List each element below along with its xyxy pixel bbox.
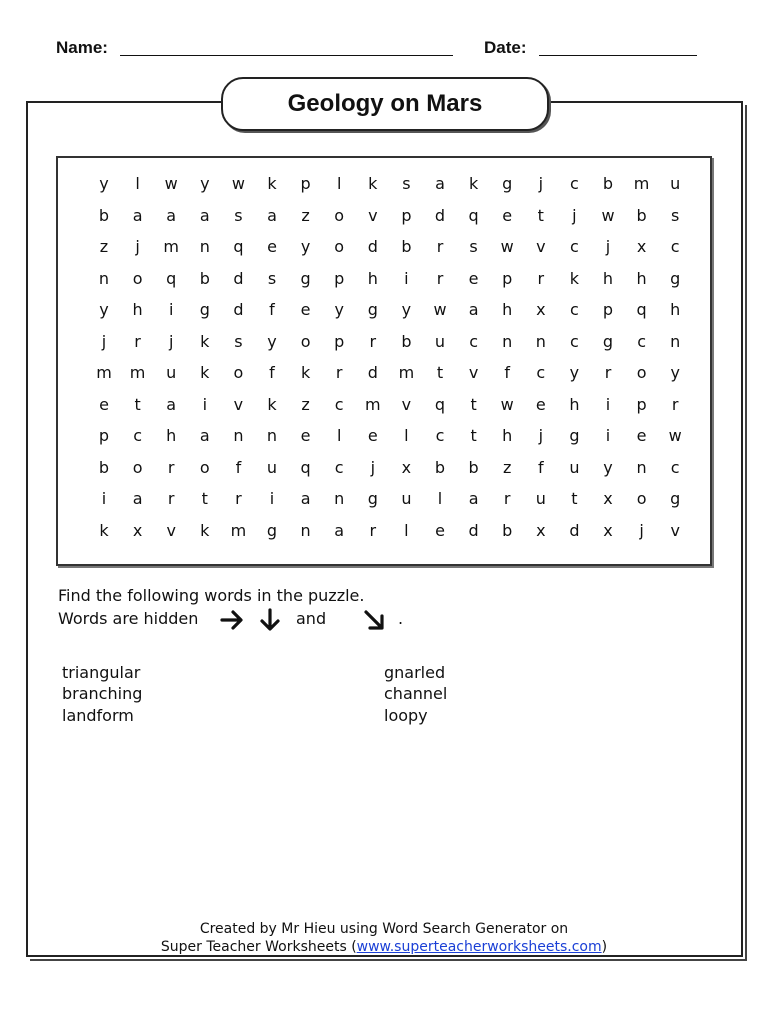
grid-letter[interactable]: k [200, 363, 210, 382]
grid-letter[interactable]: a [468, 300, 479, 319]
word-search-grid [58, 158, 710, 564]
grid-letter[interactable]: i [101, 489, 107, 508]
grid-letter[interactable]: b [98, 205, 110, 225]
word-list-item: gnarled [384, 663, 446, 682]
grid-letter[interactable]: o [132, 457, 143, 477]
grid-letter[interactable]: i [404, 268, 409, 288]
grid-letter[interactable]: k [200, 331, 210, 351]
word-list-item: triangular [62, 663, 141, 682]
grid-letter[interactable]: e [502, 205, 513, 225]
grid-letter[interactable]: r [671, 394, 679, 414]
grid-letter[interactable]: c [569, 331, 579, 351]
grid-letter[interactable]: v [233, 394, 244, 414]
grid-letter[interactable]: q [300, 457, 311, 477]
grid-letter[interactable]: s [402, 174, 411, 193]
instructions-period: . [398, 609, 404, 628]
grid-letter[interactable]: g [670, 268, 681, 288]
grid-letter[interactable]: u [266, 457, 278, 477]
grid-letter[interactable]: k [200, 520, 210, 540]
grid-letter[interactable]: q [166, 268, 177, 288]
grid-letter[interactable]: o [636, 363, 647, 382]
grid-letter[interactable]: t [470, 426, 477, 445]
grid-letter[interactable]: q [233, 237, 244, 256]
grid-letter[interactable]: c [133, 426, 142, 445]
grid-letter[interactable]: y [99, 300, 109, 319]
grid-letter[interactable]: q [434, 394, 446, 414]
grid-letter[interactable]: g [569, 426, 580, 445]
grid-letter[interactable]: d [233, 300, 244, 319]
grid-letter[interactable]: c [334, 457, 344, 477]
grid-letter[interactable]: h [502, 300, 513, 319]
grid-letter[interactable]: r [503, 489, 511, 508]
grid-letter[interactable]: v [401, 394, 412, 414]
grid-letter[interactable]: x [603, 489, 613, 508]
grid-letter[interactable]: n [199, 237, 210, 256]
grid-letter[interactable]: r [167, 457, 175, 477]
grid-letter[interactable]: f [269, 363, 275, 382]
grid-letter[interactable]: w [433, 300, 447, 319]
grid-letter[interactable]: t [571, 489, 578, 508]
arrow-down-right-icon [360, 606, 388, 634]
grid-letter[interactable]: e [535, 394, 546, 414]
grid-letter[interactable]: k [569, 268, 580, 288]
grid-letter[interactable]: b [98, 457, 110, 477]
grid-letter[interactable]: s [671, 205, 680, 225]
grid-letter[interactable]: g [502, 174, 513, 193]
grid-letter[interactable]: n [670, 331, 681, 351]
grid-letter[interactable]: h [670, 300, 681, 319]
grid-letter[interactable]: n [300, 520, 311, 540]
grid-letter[interactable]: y [670, 363, 680, 382]
grid-letter[interactable]: u [434, 331, 446, 351]
grid-letter[interactable]: s [469, 237, 478, 256]
grid-letter[interactable]: p [602, 300, 614, 319]
grid-letter[interactable]: m [398, 363, 415, 382]
grid-letter[interactable]: z [301, 394, 310, 414]
grid-letter[interactable]: h [132, 300, 143, 319]
grid-letter[interactable]: k [468, 174, 479, 193]
grid-letter[interactable]: o [300, 331, 311, 351]
grid-letter[interactable]: a [435, 174, 445, 193]
grid-letter[interactable]: v [536, 237, 546, 256]
grid-letter[interactable]: d [367, 237, 378, 256]
grid-letter[interactable]: a [166, 394, 177, 414]
grid-letter[interactable]: b [636, 205, 647, 225]
grid-letter[interactable]: m [230, 520, 247, 540]
grid-letter[interactable]: l [135, 174, 140, 193]
grid-letter[interactable]: i [168, 300, 174, 319]
grid-letter[interactable]: x [603, 520, 613, 540]
grid-letter[interactable]: r [436, 268, 444, 288]
footer-link[interactable]: www.superteacherworksheets.com [356, 939, 602, 955]
grid-letter[interactable]: x [536, 300, 546, 319]
grid-letter[interactable]: r [604, 363, 612, 382]
grid-letter[interactable]: d [367, 363, 378, 382]
grid-letter[interactable]: l [404, 520, 409, 540]
grid-letter[interactable]: y [200, 174, 210, 193]
page-title: Geology on Mars [287, 90, 483, 117]
grid-letter[interactable]: b [401, 331, 412, 351]
grid-letter[interactable]: h [502, 426, 513, 445]
grid-letter[interactable]: c [670, 237, 680, 256]
grid-letter[interactable]: l [336, 426, 342, 445]
grid-letter[interactable]: m [633, 174, 650, 193]
grid-letter[interactable]: e [367, 426, 378, 445]
grid-letter[interactable]: c [334, 394, 344, 414]
grid-letter[interactable]: u [670, 174, 681, 193]
grid-letter[interactable]: p [502, 268, 513, 288]
grid-letter[interactable]: e [300, 426, 311, 445]
instructions-prefix: Words are hidden [58, 609, 199, 628]
grid-letter[interactable]: u [535, 489, 546, 508]
grid-letter[interactable]: z [301, 205, 310, 225]
grid-letter[interactable]: x [636, 237, 647, 256]
grid-letter[interactable]: k [267, 174, 277, 193]
grid-letter[interactable]: l [437, 489, 443, 508]
grid-letter[interactable]: a [300, 489, 311, 508]
grid-letter[interactable]: j [639, 520, 644, 540]
grid-letter[interactable]: e [300, 300, 311, 319]
grid-letter[interactable]: u [166, 363, 177, 382]
grid-letter[interactable]: f [504, 363, 510, 382]
grid-letter[interactable]: c [569, 300, 579, 319]
grid-letter[interactable]: e [636, 426, 647, 445]
grid-letter[interactable]: h [602, 268, 614, 288]
instructions-line-2 [58, 609, 198, 628]
date-label: Date: [484, 38, 527, 57]
grid-letter[interactable]: f [235, 457, 242, 477]
grid-letter[interactable]: y [603, 457, 613, 477]
grid-letter[interactable]: q [468, 205, 479, 225]
name-blank-line[interactable] [120, 55, 453, 56]
grid-letter[interactable]: b [434, 457, 446, 477]
word-search-grid-frame [56, 156, 712, 566]
grid-letter[interactable]: k [267, 394, 277, 414]
grid-letter[interactable]: y [401, 300, 412, 319]
grid-letter[interactable]: c [637, 331, 646, 351]
grid-letter[interactable]: p [334, 268, 345, 288]
grid-letter[interactable]: s [234, 205, 243, 225]
grid-letter[interactable]: o [334, 237, 345, 256]
grid-letter[interactable]: h [367, 268, 378, 288]
grid-letter[interactable]: c [569, 174, 579, 193]
grid-letter[interactable]: y [99, 174, 109, 193]
grid-letter[interactable]: g [199, 300, 210, 319]
word-list-item: loopy [384, 706, 428, 725]
grid-letter[interactable]: l [404, 426, 409, 445]
grid-letter[interactable]: n [502, 331, 513, 351]
grid-letter[interactable]: m [129, 363, 146, 382]
grid-letter[interactable]: i [202, 394, 208, 414]
grid-letter[interactable]: y [569, 363, 580, 382]
grid-letter[interactable]: c [536, 363, 546, 382]
grid-letter[interactable]: r [369, 331, 377, 351]
word-list-item: branching [62, 684, 143, 703]
grid-letter[interactable]: y [334, 300, 344, 319]
grid-letter[interactable]: k [368, 174, 378, 193]
grid-letter[interactable]: n [98, 268, 110, 288]
grid-letter[interactable]: h [166, 426, 177, 445]
title-box [221, 77, 549, 131]
grid-letter[interactable]: r [335, 363, 343, 382]
grid-letter[interactable]: i [269, 489, 275, 508]
grid-letter[interactable]: o [334, 205, 345, 225]
grid-letter[interactable]: e [435, 520, 445, 540]
grid-letter[interactable]: r [436, 237, 444, 256]
grid-letter[interactable]: a [267, 205, 277, 225]
grid-letter[interactable]: c [670, 457, 680, 477]
grid-letter[interactable]: c [569, 237, 579, 256]
grid-letter[interactable]: w [500, 237, 514, 256]
grid-letter[interactable]: n [636, 457, 647, 477]
grid-letter[interactable]: r [167, 489, 175, 508]
grid-letter[interactable]: v [468, 363, 479, 382]
grid-letter[interactable]: v [166, 520, 176, 540]
grid-letter[interactable]: r [134, 331, 141, 351]
grid-letter[interactable]: g [602, 331, 614, 351]
grid-letter[interactable]: j [168, 331, 174, 351]
grid-letter[interactable]: a [334, 520, 345, 540]
grid-letter[interactable]: o [199, 457, 210, 477]
grid-letter[interactable]: w [231, 174, 245, 193]
grid-letter[interactable]: t [470, 394, 477, 414]
grid-letter[interactable]: t [537, 205, 544, 225]
grid-letter[interactable]: p [300, 174, 311, 193]
grid-letter[interactable]: d [233, 268, 244, 288]
name-label: Name: [56, 38, 108, 57]
grid-letter[interactable]: u [569, 457, 580, 477]
arrow-down-icon [256, 606, 284, 634]
grid-letter[interactable]: b [468, 457, 479, 477]
grid-letter[interactable]: a [199, 426, 210, 445]
grid-letter[interactable]: f [269, 300, 275, 319]
grid-letter[interactable]: a [132, 489, 143, 508]
grid-letter[interactable]: z [99, 237, 109, 256]
grid-letter[interactable]: l [336, 174, 342, 193]
grid-letter[interactable]: b [199, 268, 210, 288]
footer-source-suffix: ) [601, 939, 608, 955]
grid-letter[interactable]: b [401, 237, 412, 256]
footer-source-line [0, 939, 768, 955]
grid-letter[interactable]: a [132, 205, 143, 225]
word-list-item: channel [384, 684, 448, 703]
grid-letter[interactable]: b [602, 174, 614, 193]
grid-letter[interactable]: a [166, 205, 177, 225]
grid-letter[interactable]: p [334, 331, 345, 351]
grid-letter[interactable]: v [368, 205, 378, 225]
grid-letter[interactable]: y [300, 237, 311, 256]
grid-letter[interactable]: d [468, 520, 479, 540]
footer-credit-line: Created by Mr Hieu using Word Search Generator on [199, 921, 569, 937]
grid-letter[interactable]: t [201, 489, 208, 508]
grid-letter[interactable]: g [300, 268, 311, 288]
grid-letter[interactable]: s [267, 268, 277, 288]
footer-source-prefix: Super Teacher Worksheets ( [160, 939, 357, 955]
grid-letter[interactable]: j [605, 237, 611, 256]
grid-letter[interactable]: h [636, 268, 647, 288]
grid-letter[interactable]: j [370, 457, 376, 477]
grid-letter[interactable]: t [134, 394, 141, 414]
grid-letter[interactable]: i [605, 394, 611, 414]
grid-letter[interactable]: n [334, 489, 345, 508]
grid-letter[interactable]: m [365, 394, 381, 414]
grid-letter[interactable]: b [502, 520, 513, 540]
grid-letter[interactable]: x [536, 520, 546, 540]
arrow-right-icon [218, 606, 246, 634]
grid-letter[interactable]: t [436, 363, 444, 382]
grid-letter[interactable]: n [266, 426, 278, 445]
grid-letter[interactable]: f [537, 457, 544, 477]
grid-letter[interactable]: g [266, 520, 278, 540]
grid-letter[interactable]: o [636, 489, 647, 508]
date-blank-line[interactable] [539, 55, 697, 56]
grid-letter[interactable]: u [401, 489, 412, 508]
grid-letter[interactable]: r [537, 268, 545, 288]
grid-letter[interactable]: e [267, 237, 277, 256]
grid-letter[interactable]: i [605, 426, 611, 445]
grid-letter[interactable]: x [401, 457, 412, 477]
grid-letter[interactable]: e [468, 268, 479, 288]
grid-letter[interactable]: y [267, 331, 277, 351]
grid-letter[interactable]: j [135, 237, 140, 256]
grid-letter[interactable]: a [468, 489, 479, 508]
grid-letter[interactable]: n [233, 426, 244, 445]
grid-letter[interactable]: p [98, 426, 110, 445]
grid-letter[interactable]: w [164, 174, 178, 193]
grid-letter[interactable]: d [434, 205, 446, 225]
grid-letter[interactable]: x [132, 520, 143, 540]
grid-letter[interactable]: w [668, 426, 682, 445]
grid-letter[interactable]: c [469, 331, 478, 351]
grid-letter[interactable]: q [636, 300, 647, 319]
instructions-and: and [296, 609, 327, 628]
grid-letter[interactable]: j [101, 331, 107, 351]
grid-letter[interactable]: g [367, 300, 378, 319]
grid-letter[interactable]: w [601, 205, 615, 225]
grid-letter[interactable]: p [636, 394, 647, 414]
grid-letter[interactable]: h [569, 394, 580, 414]
grid-letter[interactable]: j [538, 174, 544, 193]
grid-letter[interactable]: n [535, 331, 546, 351]
grid-letter[interactable]: k [300, 363, 311, 382]
grid-letter[interactable]: a [199, 205, 210, 225]
grid-letter[interactable]: w [500, 394, 514, 414]
grid-letter[interactable]: p [401, 205, 412, 225]
grid-letter[interactable]: d [569, 520, 580, 540]
grid-letter[interactable]: s [234, 331, 243, 351]
grid-letter[interactable]: m [163, 237, 179, 256]
grid-letter[interactable]: k [99, 520, 109, 540]
grid-letter[interactable]: m [96, 363, 112, 382]
grid-letter[interactable]: z [502, 457, 512, 477]
grid-letter[interactable]: r [235, 489, 242, 508]
word-list-item: landform [62, 706, 134, 725]
grid-letter[interactable]: v [670, 520, 680, 540]
grid-letter[interactable]: e [99, 394, 109, 414]
grid-letter[interactable]: j [572, 205, 577, 225]
grid-letter[interactable]: r [369, 520, 377, 540]
instructions-line-1: Find the following words in the puzzle. [58, 586, 365, 605]
grid-letter[interactable]: g [670, 489, 681, 508]
grid-letter[interactable]: c [435, 426, 445, 445]
grid-letter[interactable]: g [367, 489, 378, 508]
grid-letter[interactable]: o [132, 268, 143, 288]
grid-letter[interactable]: o [233, 363, 244, 382]
grid-letter[interactable]: j [538, 426, 544, 445]
